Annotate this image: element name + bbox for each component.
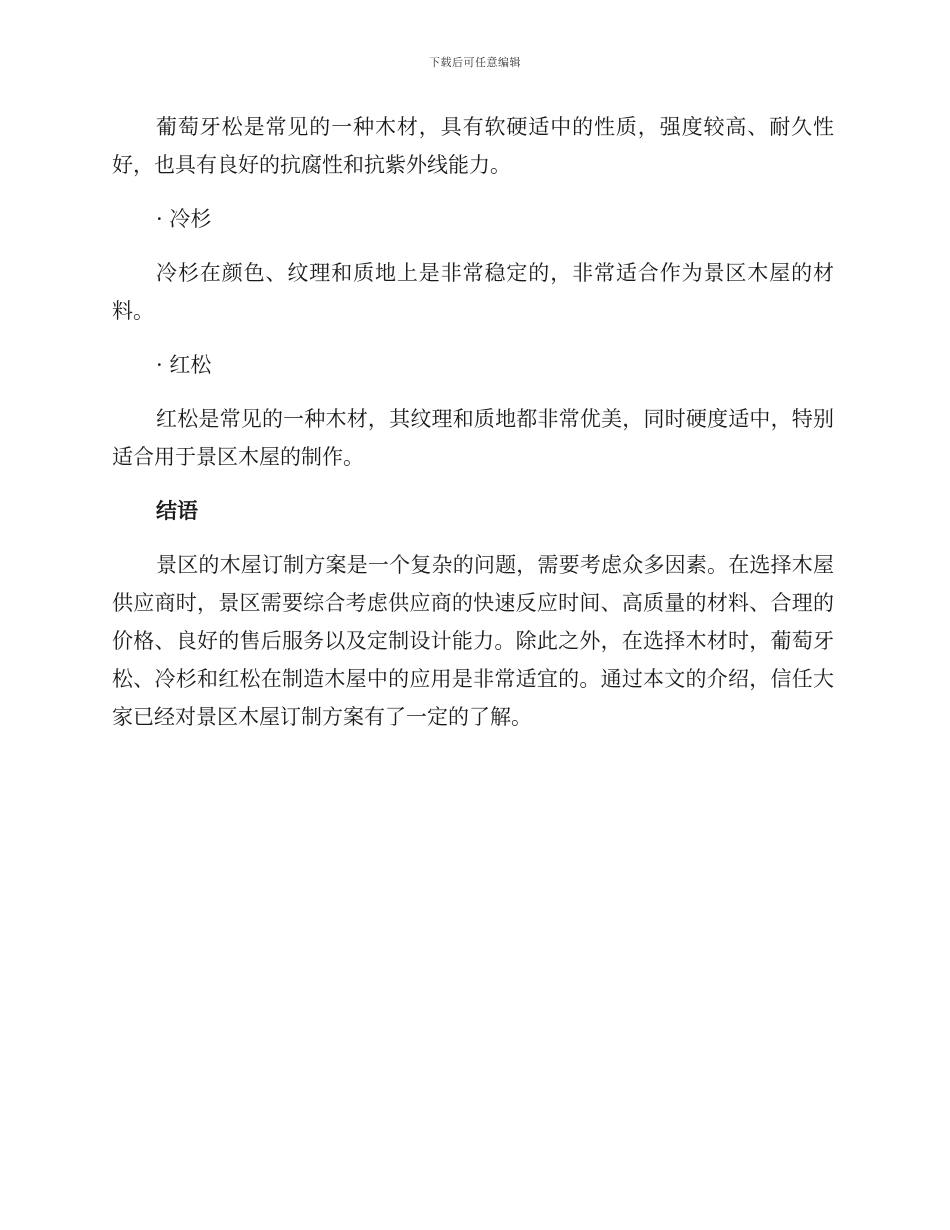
document-body	[112, 108, 834, 752]
bullet-fir: · 冷杉	[156, 207, 212, 231]
section-heading-conclusion: 结语	[156, 498, 198, 523]
paragraph-red-pine: 红松是常见的一种木材，其纹理和质地都非常优美，同时硬度适中，特别适合用于景区木屋的制作。	[112, 407, 834, 469]
bullet-red-pine: · 红松	[156, 353, 212, 377]
page-header: 下载后可任意编辑	[429, 56, 521, 69]
paragraph-portuguese-pine: 葡萄牙松是常见的一种木材，具有软硬适中的性质，强度较高、耐久性好，也具有良好的抗腐性和抗紫外线能力。	[112, 115, 834, 177]
paragraph-conclusion: 景区的木屋订制方案是一个复杂的问题，需要考虑众多因素。在选择木屋供应商时，景区需要综合考虑供应商的快速反应时间、高质量的材料、合理的价格、良好的售后服务以及定制设计能力。除此之外，在选择木材时，葡萄牙松、冷杉和红松在制造木屋中的应用是非常适宜的。通过本文的介绍，信任大家已经对景区木屋订制方案有了一定的了解。	[112, 553, 834, 729]
paragraph-fir: 冷杉在颜色、纹理和质地上是非常稳定的，非常适合作为景区木屋的材料。	[112, 261, 834, 323]
